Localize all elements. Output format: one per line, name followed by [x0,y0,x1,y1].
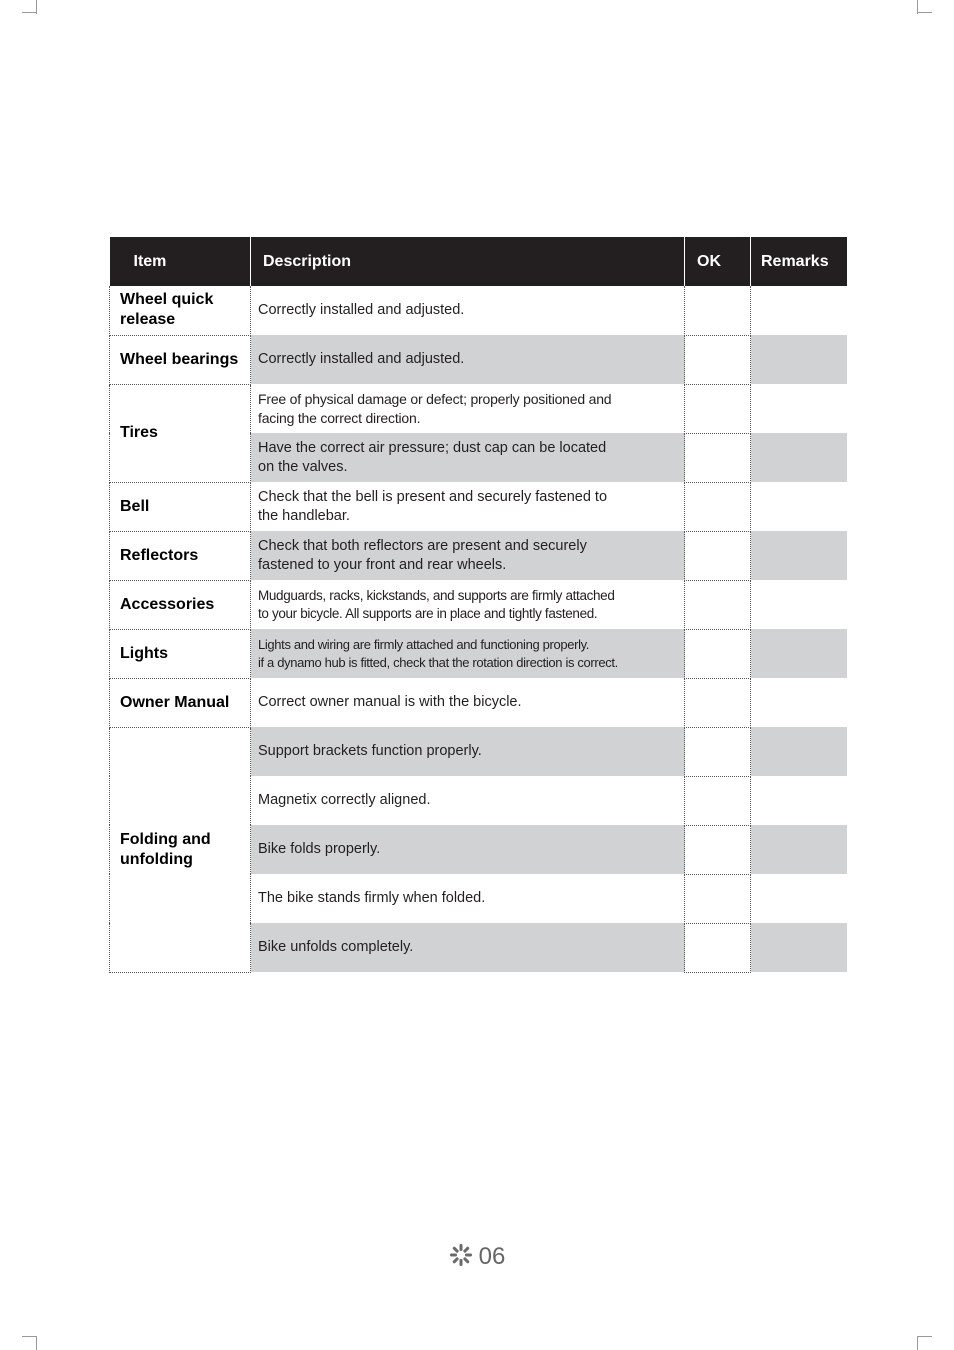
ok-checkbox[interactable] [685,433,751,482]
header-description: Description [251,237,685,286]
remarks-field[interactable] [751,384,847,433]
remarks-field[interactable] [751,580,847,629]
description-cell [251,727,685,776]
remarks-field[interactable] [751,335,847,384]
item-cell [110,727,251,972]
item-label: Reflectors [120,546,199,564]
item-label: unfolding [120,850,193,868]
page-number: 06 [478,1243,506,1270]
header-item: Item [110,237,251,286]
table-row [110,482,847,531]
table-row [110,629,847,678]
ok-checkbox[interactable] [685,335,751,384]
item-label: Tires [120,424,158,441]
table-row [110,727,847,776]
description-text: facing the correct direction. [258,409,421,426]
item-cell [110,384,251,482]
description-cell [251,629,685,678]
description-text: Correct owner manual is with the bicycle. [258,694,522,710]
description-cell [251,482,685,531]
description-cell [251,286,685,335]
description-text: the handlebar. [258,507,350,524]
crop-mark [917,1336,918,1350]
table-row [110,580,847,629]
remarks-field[interactable] [751,433,847,482]
remarks-field[interactable] [751,629,847,678]
crop-mark [22,1336,36,1337]
remarks-field[interactable] [751,678,847,727]
crop-mark [22,12,36,13]
item-label: Folding and [120,830,211,848]
description-text: Check that the bell is present and securely fastened to [258,488,608,505]
ok-checkbox[interactable] [685,286,751,335]
item-label: Accessories [120,595,215,613]
crop-mark [36,0,37,14]
remarks-field[interactable] [751,825,847,874]
description-cell [251,874,685,923]
description-text: Correctly installed and adjusted. [258,351,465,367]
description-text: Mudguards, racks, kickstands, and supports are firmly attached [258,587,615,603]
item-label: Bell [120,497,150,515]
crop-mark [918,12,932,13]
description-text: Support brackets function properly. [258,743,482,759]
ok-checkbox[interactable] [685,923,751,972]
ok-checkbox[interactable] [685,874,751,923]
ok-checkbox[interactable] [685,531,751,580]
description-cell [251,335,685,384]
description-text: Bike folds properly. [258,841,381,857]
remarks-field[interactable] [751,776,847,825]
header-ok: OK [685,237,751,286]
item-cell [110,335,251,384]
item-label: release [120,311,176,329]
description-text: if a dynamo hub is fitted, check that the rotation direction is correct. [258,654,618,670]
remarks-field[interactable] [751,874,847,923]
remarks-field[interactable] [751,923,847,972]
item-label: Wheel quick [120,291,214,309]
ok-checkbox[interactable] [685,825,751,874]
ok-checkbox[interactable] [685,678,751,727]
checklist-table [109,237,847,973]
table-row [110,678,847,727]
description-cell [251,580,685,629]
remarks-field[interactable] [751,286,847,335]
description-text: The bike stands firmly when folded. [258,890,486,906]
description-cell [251,433,685,482]
item-cell [110,678,251,727]
item-cell [110,482,251,531]
starburst-logo-icon [449,1243,473,1272]
table-row [110,531,847,580]
ok-checkbox[interactable] [685,776,751,825]
description-cell [251,776,685,825]
table-header-row [110,237,847,286]
description-text: to your bicycle. All supports are in place and tightly fastened. [258,605,598,621]
crop-mark [917,0,918,14]
description-text: Check that both reflectors are present and securely [258,537,587,554]
description-cell [251,531,685,580]
item-cell [110,629,251,678]
description-text: Correctly installed and adjusted. [258,302,465,318]
description-text: Have the correct air pressure; dust cap can be located [258,439,607,456]
ok-checkbox[interactable] [685,727,751,776]
description-cell [251,384,685,433]
crop-mark [36,1336,37,1350]
description-cell [251,825,685,874]
item-cell [110,286,251,335]
crop-mark [918,1336,932,1337]
description-text: Bike unfolds completely. [258,939,414,955]
page-footer [0,1240,954,1274]
item-label: Lights [120,644,168,662]
description-text: Lights and wiring are firmly attached and functioning properly. [258,636,590,652]
item-cell [110,580,251,629]
item-label: Owner Manual [120,693,230,711]
remarks-field[interactable] [751,531,847,580]
table-row [110,384,847,433]
remarks-field[interactable] [751,727,847,776]
item-label: Wheel bearings [120,350,239,368]
header-remarks: Remarks [751,237,847,286]
description-text: Free of physical damage or defect; properly positioned and [258,390,612,407]
ok-checkbox[interactable] [685,580,751,629]
remarks-field[interactable] [751,482,847,531]
table-row [110,286,847,335]
item-cell [110,531,251,580]
description-cell [251,678,685,727]
ok-checkbox[interactable] [685,482,751,531]
description-text: on the valves. [258,458,348,475]
description-text: fastened to your front and rear wheels. [258,556,507,573]
ok-checkbox[interactable] [685,384,751,433]
table-row [110,335,847,384]
description-text: Magnetix correctly aligned. [258,792,431,808]
ok-checkbox[interactable] [685,629,751,678]
description-cell [251,923,685,972]
